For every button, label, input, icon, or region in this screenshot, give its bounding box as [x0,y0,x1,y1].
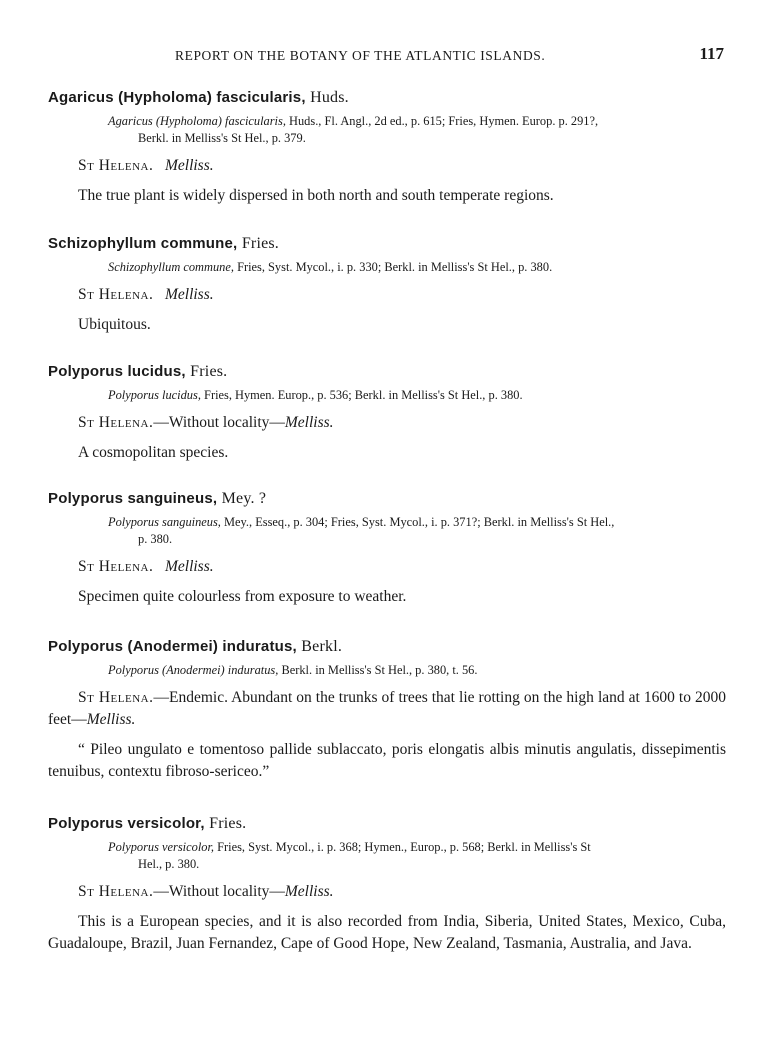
species-note: The true plant is widely dispersed in both north and south temperate regions. [78,187,554,204]
species-name: Polyporus (Anodermei) induratus, Berkl. [48,638,343,655]
locality: St Helena.—Without locality—Melliss. [78,883,334,900]
synonymy: Polyporus lucidus, Fries, Hymen. Europ., p. 536; Berkl. in Melliss's St Hel., p. 380. [108,388,523,402]
species-name: Polyporus lucidus, Fries. [48,363,228,380]
species-note: Specimen quite colourless from exposure to weather. [78,588,407,605]
species-note: A cosmopolitan species. [78,444,229,461]
locality: St Helena.—Endemic. Abundant on the trunks of trees that lie rotting on the high land at 1600 to 2000 feet—Melliss. [48,689,726,728]
locality: St Helena. Melliss. [78,286,214,303]
species-note: This is a European species, and it is also recorded from India, Siberia, United States, Mexico, Cuba, Guadaloupe, Brazil, Juan Fernandez, Cape of Good Hope, New Zealand, Tasmania, Australia, and Java. [48,913,726,952]
locality: St Helena. Melliss. [78,558,214,575]
species-entry [48,814,726,955]
species-name: Polyporus versicolor, Fries. [48,815,247,832]
species-entry [48,362,726,464]
species-entry [48,489,726,608]
locality: St Helena. Melliss. [78,157,214,174]
species-name: Agaricus (Hypholoma) fascicularis, Huds. [48,89,349,106]
species-note: “ Pileo ungulato e tomentoso pallide sublaccato, poris elongatis albis minutis angulatis, dissepimentis tenuibus, contextu fibroso-sericeo.” [48,741,726,780]
synonymy: Polyporus (Anodermei) induratus, Berkl. in Melliss's St Hel., p. 380, t. 56. [108,663,478,677]
synonymy: Polyporus versicolor, Fries, Syst. Mycol., i. p. 368; Hymen., Europ., p. 568; Berkl. in Melliss's St Hel., p. 380. [108,840,591,871]
species-name: Schizophyllum commune, Fries. [48,235,280,252]
synonymy: Schizophyllum commune, Fries, Syst. Mycol., i. p. 330; Berkl. in Melliss's St Hel., p. 380. [108,260,553,274]
page-header [0,44,776,66]
synonymy: Polyporus sanguineus, Mey., Esseq., p. 304; Fries, Syst. Mycol., i. p. 371?; Berkl. in Melliss's St Hel., p. 380. [108,515,615,546]
species-entry [48,234,726,336]
page-number: 117 [699,44,724,63]
species-entry [48,637,726,783]
running-head: REPORT ON THE BOTANY OF THE ATLANTIC ISLANDS. [175,48,546,63]
species-entry [48,88,726,207]
synonymy: Agaricus (Hypholoma) fascicularis, Huds., Fl. Angl., 2d ed., p. 615; Fries, Hymen. Europ. p. 291?, Berkl. in Melliss's St Hel., p. 379. [108,114,599,145]
locality: St Helena.—Without locality—Melliss. [78,414,334,431]
species-name: Polyporus sanguineus, Mey. ? [48,490,267,507]
species-note: Ubiquitous. [78,316,151,333]
